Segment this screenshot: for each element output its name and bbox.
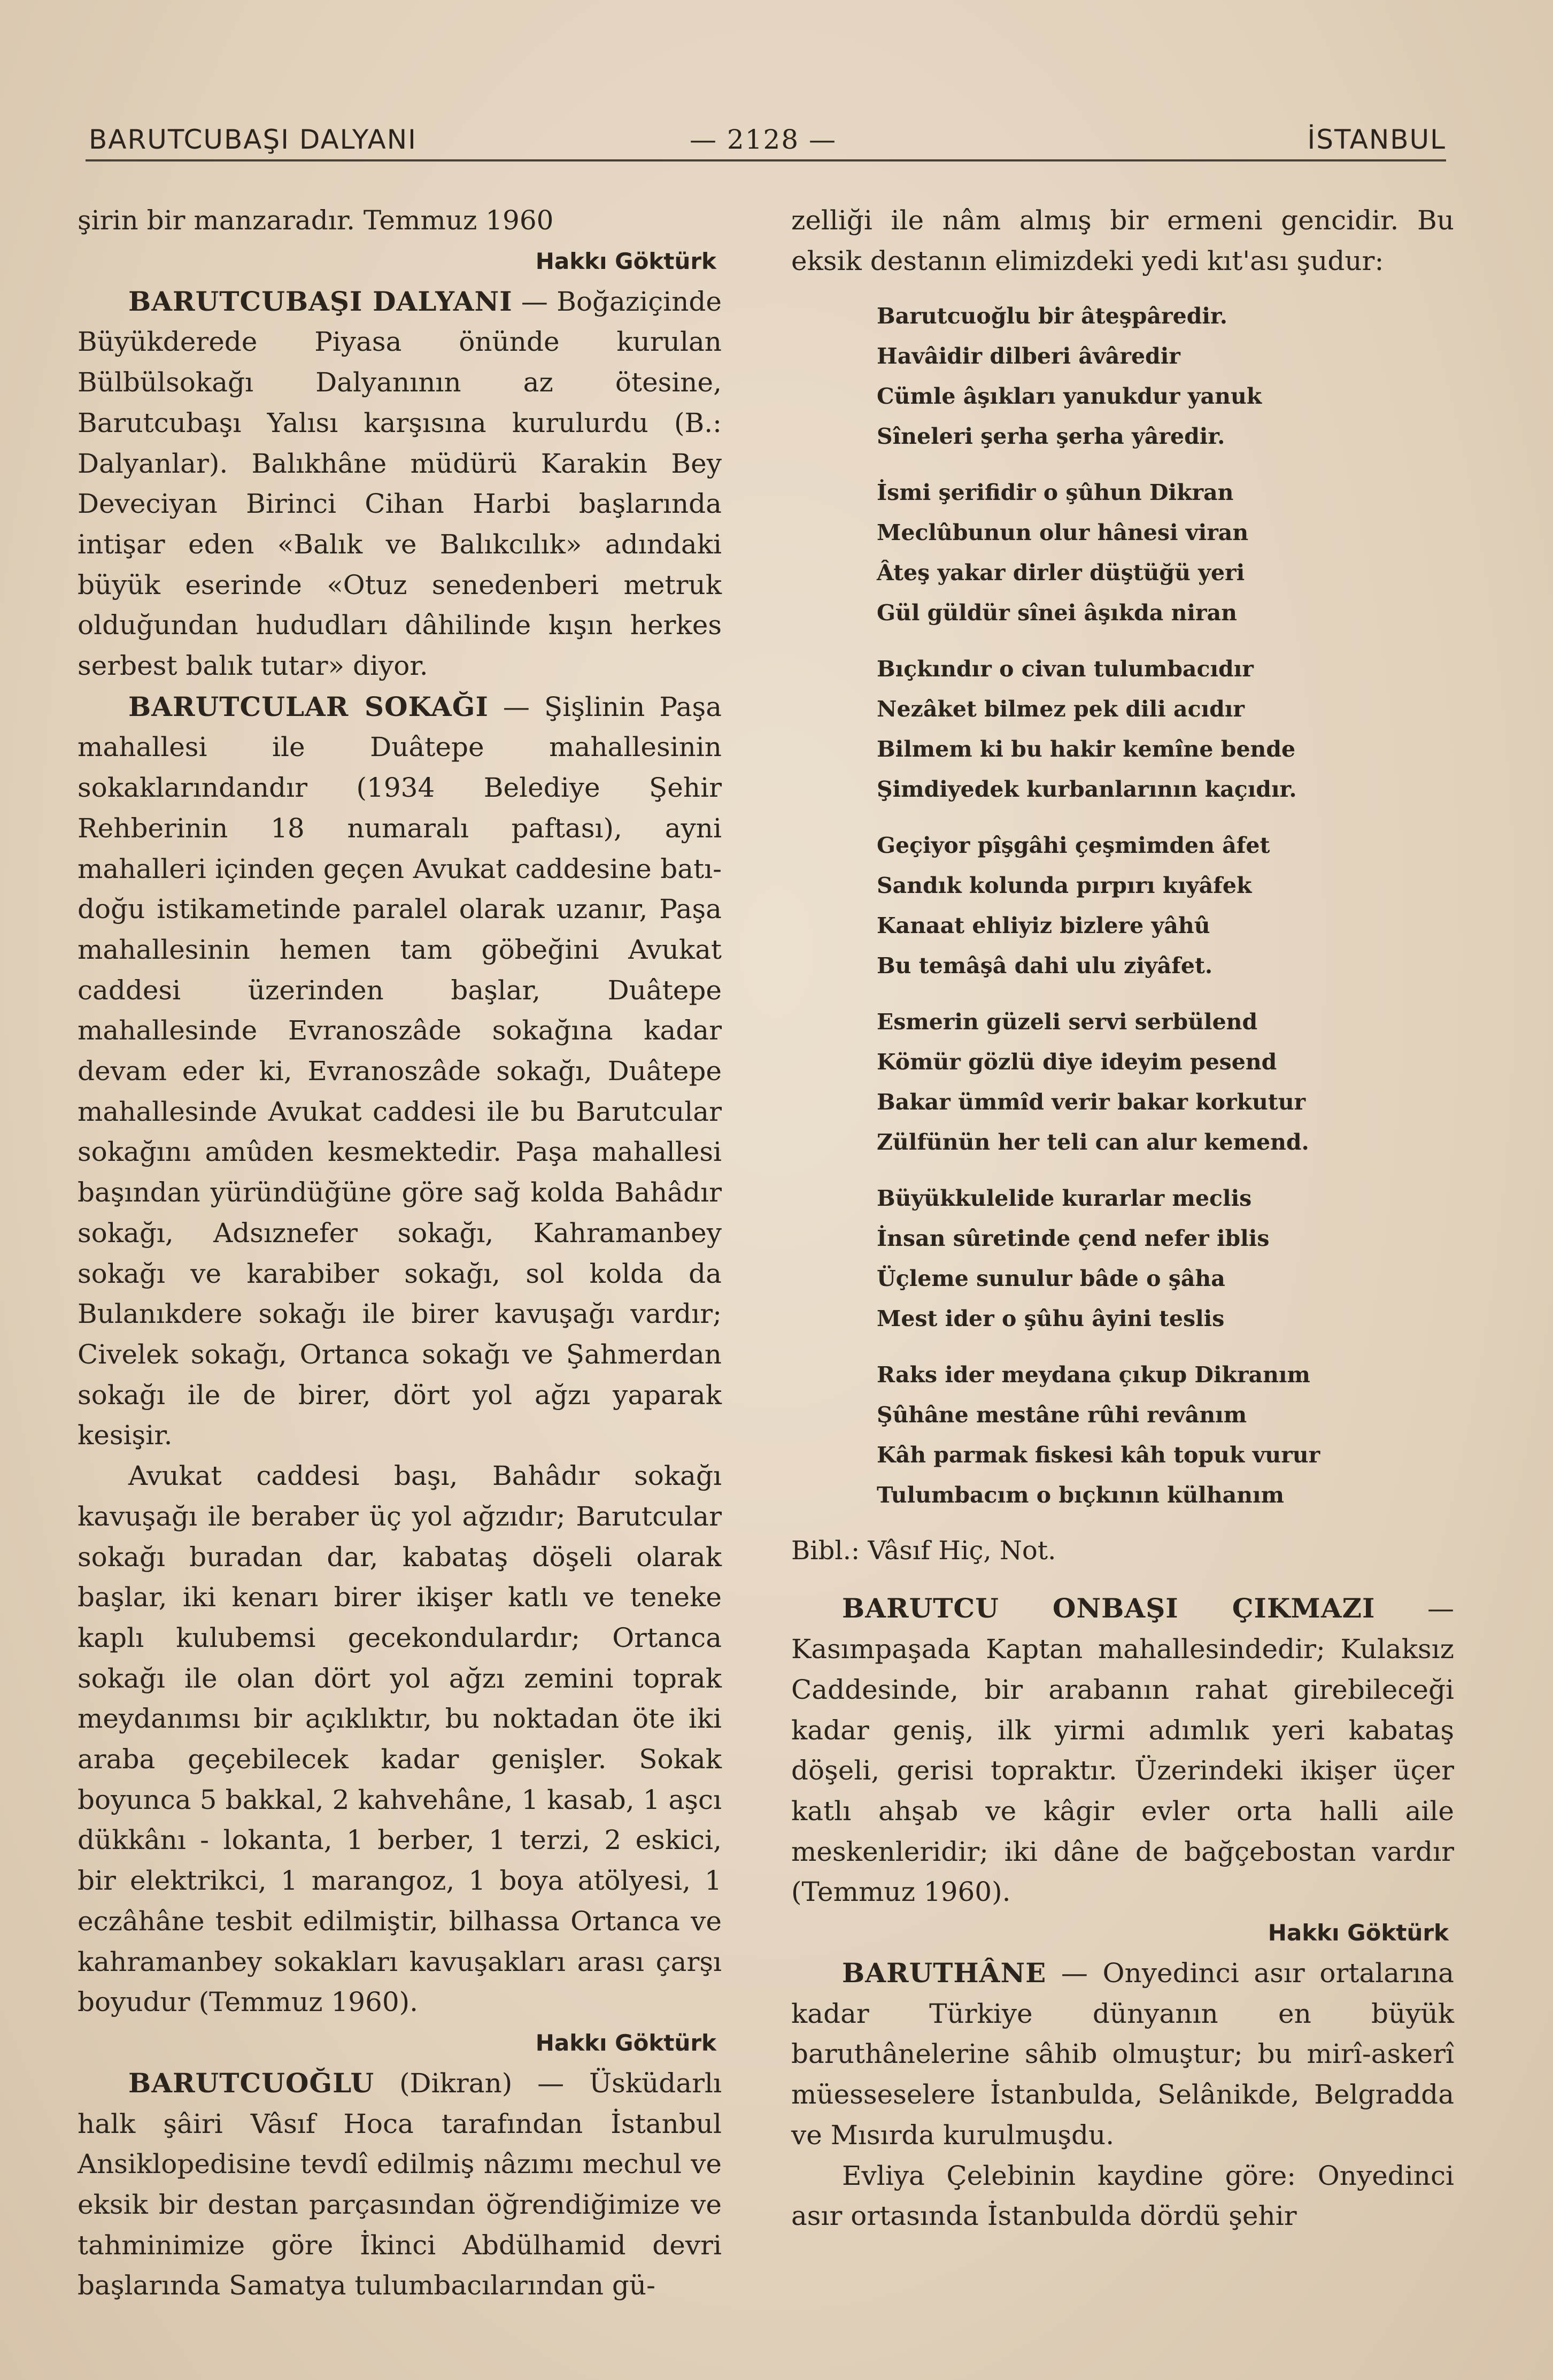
poem-stanza	[877, 1002, 1454, 1162]
entry-body: — Kasımpaşada Kaptan mahallesindedir; Kulaksız Caddesinde, bir arabanın rahat girebileceği kadar geniş, ilk yirmi adımlık yeri kabataş döşeli, gerisi topraktır. Üzerindeki ikişer üçer katlı ahşab ve kâgir evler orta halli aile meskenleridir; iki dâne de bağçebostan vardır (Temmuz 1960).	[791, 1593, 1454, 1908]
poem-line: Kanaat ehliyiz bizlere yâhû	[877, 913, 1210, 939]
poem-line: Esmerin güzeli servi serbülend	[877, 1009, 1258, 1035]
poem-line: İsmi şerifidir o şûhun Dikran	[877, 480, 1234, 506]
poem-stanza	[877, 296, 1454, 457]
author-signature: Hakkı Göktürk	[535, 2029, 716, 2056]
poem-line: Meclûbunun olur hânesi viran	[877, 520, 1249, 546]
entry-barutcubasi-dalyani	[78, 281, 722, 687]
author-signature: Hakkı Göktürk	[535, 248, 716, 274]
entry-barutcu-onbasi-cikmazi	[791, 1588, 1454, 1913]
poem-line: Büyükkulelide kurarlar meclis	[877, 1185, 1252, 1212]
entry-barutcuoglu	[78, 2063, 722, 2306]
entry-heading: BARUTCULAR SOKAĞI	[128, 690, 489, 722]
paragraph: Evliya Çelebinin kaydine göre: Onyedinci asır ortasında İstanbulda dördü şehir	[791, 2160, 1454, 2232]
paragraph-continuation: şirin bir manzaradır. Temmuz 1960	[78, 205, 554, 236]
left-column	[78, 201, 722, 2306]
poem-line: Bakar ümmîd verir bakar korkutur	[877, 1089, 1306, 1115]
poem-line: Şûhâne mestâne rûhi revânım	[877, 1402, 1247, 1428]
running-header	[86, 117, 1446, 161]
entry-body: (Dikran) — Üsküdarlı halk şâiri Vâsıf Hoca tarafından İstanbul Ansiklopedisine tevdî edilmiş nâzımı mechul ve eksik bir destan parçasından öğrendiğimize ve tahminimize göre İkinci Abdülhamid devri başlarında Samatya tulumbacılarından gü-	[78, 2067, 722, 2301]
entry-body: — Şişlinin Paşa mahallesi ile Duâtepe mahallesinin sokaklarındandır (1934 Belediye Şehir Rehberinin 18 numaralı paftası), ayni mahalleri içinden geçen Avukat caddesine batı-doğu istikametinde paralel olarak uzanır, Paşa mahallesinin hemen tam göbeğini Avukat caddesi üzerinden başlar, Duâtepe mahallesinde Evranoszâde sokağına kadar devam eder ki, Evranoszâde sokağı, Duâtepe mahallesinde Avukat caddesi ile bu Barutcular sokağını amûden kesmektedir. Paşa mahallesi başından yüründüğüne göre sağ kolda Bahâdır sokağı, Adsıznefer sokağı, Kahramanbey sokağı ve karabiber sokağı, sol kolda da Bulanıkdere sokağı ile birer kavuşağı vardır; Civelek sokağı, Ortanca sokağı ve Şahmerdan sokağı ile de birer, dört yol ağzı yaparak kesişir.	[78, 691, 722, 1451]
header-right-title: İSTANBUL	[1307, 124, 1446, 155]
poem-line: Sîneleri şerha şerha yâredir.	[877, 423, 1225, 450]
poem-line: Gül güldür sînei âşıkda niran	[877, 600, 1237, 626]
poem-line: Zülfünün her teli can alur kemend.	[877, 1129, 1309, 1156]
header-left-title: BARUTCUBAŞI DALYANI	[89, 124, 417, 155]
poem-stanza	[877, 649, 1454, 810]
author-signature: Hakkı Göktürk	[1268, 1920, 1449, 1946]
poem-line: Mest ider o şûhu âyini teslis	[877, 1306, 1225, 1332]
poem-line: Âteş yakar dirler düştüğü yeri	[877, 560, 1245, 586]
entry-body: — Onyedinci asır ortalarına kadar Türkiye dünyanın en büyük baruthânelerine sâhib olmuştur; bu mirî-askerî müesseselere İstanbulda, Selânikde, Belgradda ve Mısırda kurulmuşdu.	[791, 1958, 1454, 2151]
poem-line: Cümle âşıkları yanukdur yanuk	[877, 383, 1262, 410]
entry-heading: BARUTCU ONBAŞI ÇIKMAZI	[842, 1592, 1376, 1624]
poem	[791, 296, 1454, 1515]
poem-line: Havâidir dilberi âvâredir	[877, 343, 1180, 369]
poem-line: Geçiyor pîşgâhi çeşmimden âfet	[877, 833, 1270, 859]
entry-heading: BARUTCUBAŞI DALYANI	[128, 285, 513, 317]
poem-stanza	[877, 826, 1454, 986]
poem-line: Üçleme sunulur bâde o şâha	[877, 1266, 1225, 1292]
entry-body: — Boğaziçinde Büyükderede Piyasa önünde kurulan Bülbülsokağı Dalyanının az ötesine, Barutcubaşı Yalısı karşısına kurulurdu (B.: Dalyanlar). Balıkhâne müdürü Karakin Bey Deveciyan Birinci Cihan Harbi başlarında intişar eden «Balık ve Balıkcılık» adındaki büyük eserinde «Otuz senedenberi metruk olduğundan hududları dâhilinde kışın herkes serbest balık tutar» diyor.	[78, 286, 722, 682]
entry-heading: BARUTHÂNE	[842, 1957, 1047, 1989]
entry-barutcular-sokagi	[78, 687, 722, 1456]
poem-stanza	[877, 473, 1454, 633]
entry-heading: BARUTCUOĞLU	[128, 2067, 375, 2099]
right-column	[791, 201, 1454, 2237]
poem-line: Nezâket bilmez pek dili acıdır	[877, 696, 1245, 722]
poem-line: Şimdiyedek kurbanlarının kaçıdır.	[877, 776, 1297, 803]
poem-line: Kâh parmak fiskesi kâh topuk vurur	[877, 1442, 1320, 1468]
poem-line: Raks ider meydana çıkup Dikranım	[877, 1362, 1310, 1388]
poem-line: Bu temâşâ dahi ulu ziyâfet.	[877, 953, 1213, 979]
paragraph-continuation: zelliği ile nâm almış bir ermeni gencidir. Bu eksik destanın elimizdeki yedi kıt'ası şudur:	[791, 205, 1454, 276]
poem-line: Barutcuoğlu bir âteşpâredir.	[877, 303, 1228, 329]
poem-line: Bıçkındır o civan tulumbacıdır	[877, 656, 1254, 682]
page-number: — 2128 —	[690, 124, 837, 155]
poem-stanza	[877, 1355, 1454, 1515]
poem-line: İnsan sûretinde çend nefer iblis	[877, 1226, 1270, 1252]
poem-line: Tulumbacım o bıçkının külhanım	[877, 1482, 1284, 1508]
poem-line: Sandık kolunda pırpırı kıyâfek	[877, 873, 1252, 899]
poem-line: Kömür gözlü diye ideyim pesend	[877, 1049, 1277, 1075]
poem-stanza	[877, 1179, 1454, 1339]
entry-baruthane	[791, 1953, 1454, 2156]
bibliography: Bibl.: Vâsıf Hiç, Not.	[791, 1536, 1056, 1566]
poem-line: Bilmem ki bu hakir kemîne bende	[877, 736, 1296, 762]
paragraph: Avukat caddesi başı, Bahâdır sokağı kavuşağı ile beraber üç yol ağzıdır; Barutcular sokağı buradan dar, kabataş döşeli olarak başlar, iki kenarı birer ikişer katlı ve teneke kaplı kulubemsi gecekondulardır; Ortanca sokağı ile olan dört yol ağzı zemini toprak meydanımsı bir açıklıktır, bu noktadan öte iki araba geçebilecek kadar genişler. Sokak boyunca 5 bakkal, 2 kahvehâne, 1 kasab, 1 aşcı dükkânı - lokanta, 1 berber, 1 terzi, 2 eskici, bir elektrikci, 1 marangoz, 1 boya atölyesi, 1 eczâhâne tesbit edilmiştir, bilhassa Ortanca ve kahramanbey sokakları kavuşakları arası çarşı boyudur (Temmuz 1960).	[78, 1460, 722, 2018]
